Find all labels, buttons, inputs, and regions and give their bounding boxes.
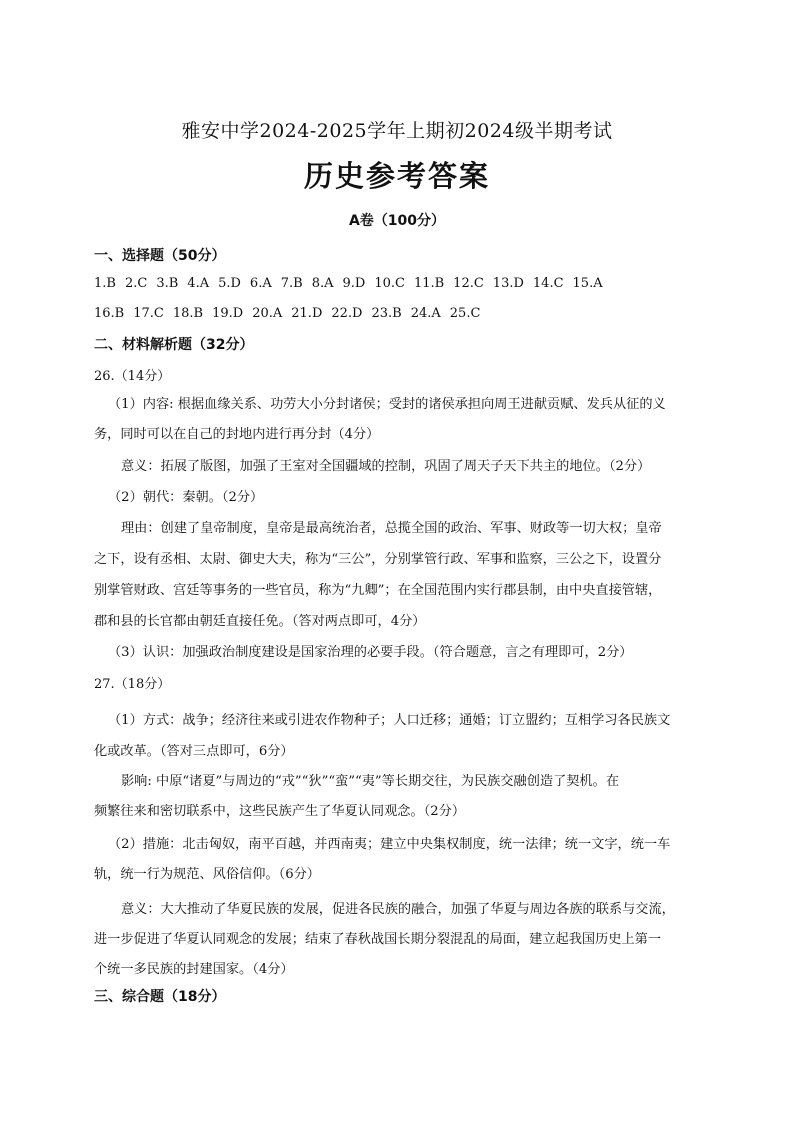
choice-answer: 25.C xyxy=(449,306,481,321)
q27-answer-2-meaning-line-3: 个统一多民族的封建国家。（4分） xyxy=(94,962,294,977)
part2-heading: 二、材料解析题（32分） xyxy=(94,337,254,353)
choice-answer: 6.A xyxy=(249,276,272,291)
choice-answer: 16.B xyxy=(94,306,125,321)
exam-title: 雅安中学2024-2025学年上期初2024级半期考试 xyxy=(181,120,613,142)
choice-answer: 21.D xyxy=(291,306,323,321)
choice-answer: 22.D xyxy=(331,306,363,321)
q26-answer-2-reason-line-1: 理由：创建了皇帝制度，皇帝是最高统治者，总揽全国的政治、军事、财政等一切大权；皇帝 xyxy=(121,521,662,536)
question-27-label: 27.（18分） xyxy=(94,677,171,692)
document-title: 历史参考答案 xyxy=(303,159,490,193)
choice-answer: 7.B xyxy=(280,276,303,291)
part3-heading: 三、综合题（18分） xyxy=(94,989,226,1005)
q26-answer-1-line-2: 务，同时可以在自己的封地内进行再分封（4分） xyxy=(94,427,380,442)
choice-answer: 18.B xyxy=(172,306,204,321)
section-a-heading: A卷（100分） xyxy=(348,213,446,229)
choice-answer: 14.C xyxy=(532,276,564,291)
q27-answer-1-effect-line-1: 影响: 中原“诸夏”与周边的“戎”“狄”“蛮”“夷”等长期交往，为民族交融创造了契机。在 xyxy=(121,774,620,789)
q27-answer-2-line-2: 轨，统一行为规范、风俗信仰。（6分） xyxy=(94,867,320,882)
q27-answer-2-line-1: （2）措施：北击匈奴，南平百越，并西南夷；建立中央集权制度，统一法律；统一文字，统一车 xyxy=(108,837,671,852)
choice-answer: 19.D xyxy=(212,306,244,321)
choice-answer: 3.B xyxy=(156,276,179,291)
q27-answer-1-line-2: 化或改革。（答对三点即可，6分） xyxy=(94,744,294,759)
choice-answer: 10.C xyxy=(374,276,405,291)
q26-answer-2-dynasty: （2）朝代：秦朝。（2分） xyxy=(108,490,264,505)
q26-answer-2-reason-line-4: 郡和县的长官都由朝廷直接任免。（答对两点即可，4分） xyxy=(94,614,426,629)
choice-answer: 2.C xyxy=(124,276,148,291)
choice-answer: 5.D xyxy=(218,276,241,291)
choice-answer: 9.D xyxy=(342,276,366,291)
part1-heading: 一、选择题（50分） xyxy=(94,248,226,264)
choice-answer: 11.B xyxy=(413,276,445,291)
choice-answer: 24.A xyxy=(410,306,441,321)
choice-answer: 12.C xyxy=(453,276,484,291)
q26-answer-1-line-1: （1）内容: 根据血缘关系、功劳大小分封诸侯；受封的诸侯承担向周王进献贡赋、发兵从征的义 xyxy=(108,397,666,412)
q27-answer-2-meaning-line-2: 进一步促进了华夏认同观念的发展；结束了春秋战国长期分裂混乱的局面，建立起我国历史上第一 xyxy=(94,932,662,947)
choice-answers-row-2 xyxy=(94,306,706,321)
choice-answer: 15.A xyxy=(572,276,603,291)
question-26-label: 26.（14分） xyxy=(94,369,171,384)
choice-answer: 8.A xyxy=(311,276,334,291)
choice-answers-row-1 xyxy=(94,276,706,291)
q26-answer-1-meaning: 意义：拓展了版图，加强了王室对全国疆域的控制，巩固了周天子天下共主的地位。（2分） xyxy=(121,459,651,474)
choice-answer: 23.B xyxy=(371,306,402,321)
choice-answer: 17.C xyxy=(133,306,164,321)
choice-answer: 4.A xyxy=(187,276,210,291)
choice-answer: 20.A xyxy=(252,306,283,321)
q27-answer-1-effect-line-2: 频繁往来和密切联系中，这些民族产生了华夏认同观念。（2分） xyxy=(94,804,466,819)
q26-answer-3: （3）认识：加强政治制度建设是国家治理的必要手段。（符合题意，言之有理即可，2分） xyxy=(108,645,633,660)
q27-answer-1-line-1: （1）方式：战争；经济往来或引进农作物种子；人口迁移；通婚；订立盟约；互相学习各民族文 xyxy=(108,713,671,728)
choice-answer: 1.B xyxy=(94,276,116,291)
choice-answer: 13.D xyxy=(492,276,524,291)
q26-answer-2-reason-line-2: 之下，设有丞相、太尉、御史大夫，称为“三公”，分别掌管行政、军事和监察，三公之下，设置分 xyxy=(94,552,662,567)
q27-answer-2-meaning-line-1: 意义：大大推动了华夏民族的发展，促进各民族的融合，加强了华夏与周边各族的联系与交流， xyxy=(121,902,675,917)
q26-answer-2-reason-line-3: 别掌管财政、宫廷等事务的一些官员，称为“九卿”；在全国范围内实行郡县制，由中央直接管辖， xyxy=(94,583,662,598)
